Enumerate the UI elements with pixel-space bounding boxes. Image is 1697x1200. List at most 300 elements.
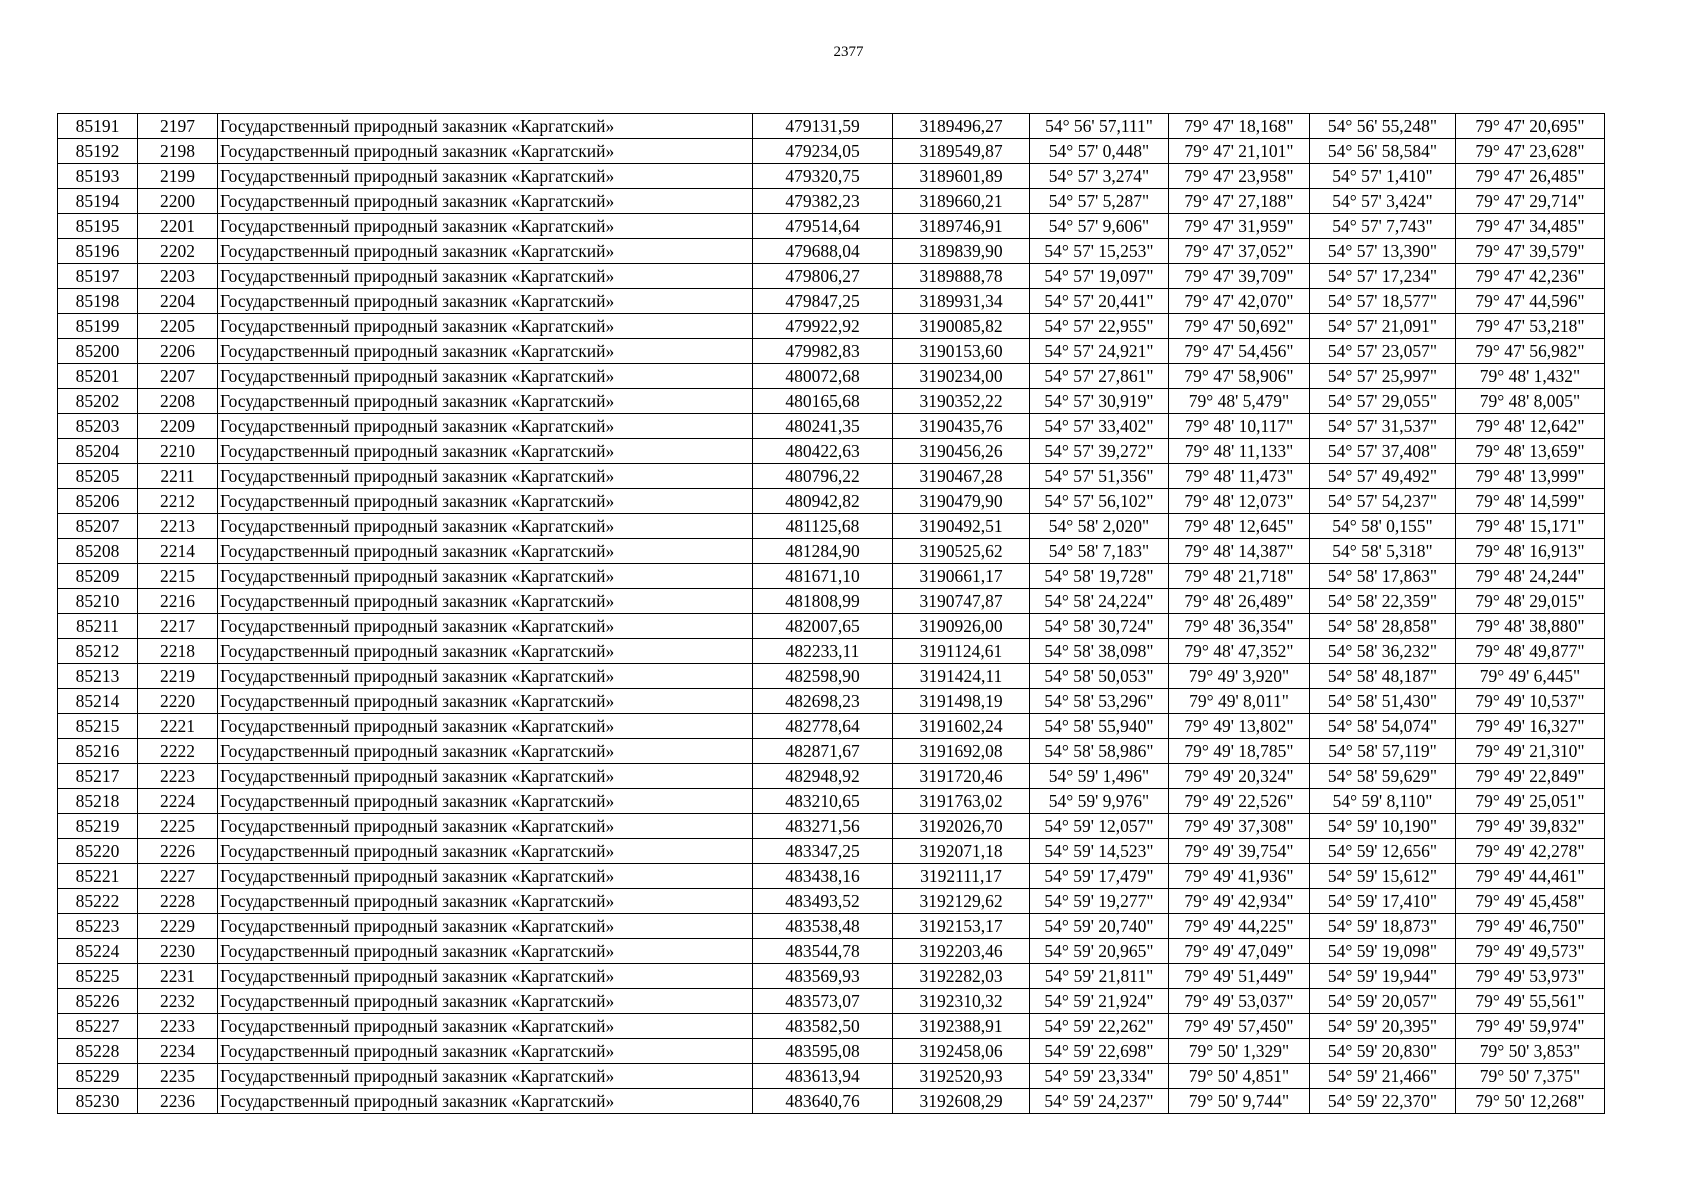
object-name-cell: Государственный природный заказник «Каргатский» <box>218 539 753 564</box>
longitude-2-cell: 79° 49' 59,974" <box>1456 1014 1605 1039</box>
y-coordinate-cell: 3190479,90 <box>893 489 1030 514</box>
table-row <box>58 1089 1605 1114</box>
longitude-2-cell: 79° 49' 16,327" <box>1456 714 1605 739</box>
table-row <box>58 889 1605 914</box>
table-row <box>58 739 1605 764</box>
longitude-2-cell: 79° 48' 1,432" <box>1456 364 1605 389</box>
point-number-cell: 2214 <box>138 539 218 564</box>
longitude-2-cell: 79° 49' 10,537" <box>1456 689 1605 714</box>
longitude-1-cell: 79° 47' 42,070" <box>1169 289 1310 314</box>
point-number-cell: 2217 <box>138 614 218 639</box>
object-name-cell: Государственный природный заказник «Каргатский» <box>218 614 753 639</box>
latitude-1-cell: 54° 57' 20,441" <box>1030 289 1169 314</box>
longitude-2-cell: 79° 49' 55,561" <box>1456 989 1605 1014</box>
point-number-cell: 2222 <box>138 739 218 764</box>
table-row <box>58 989 1605 1014</box>
longitude-2-cell: 79° 50' 3,853" <box>1456 1039 1605 1064</box>
x-coordinate-cell: 483538,48 <box>753 914 893 939</box>
x-coordinate-cell: 479382,23 <box>753 189 893 214</box>
x-coordinate-cell: 483438,16 <box>753 864 893 889</box>
x-coordinate-cell: 480796,22 <box>753 464 893 489</box>
latitude-2-cell: 54° 59' 8,110" <box>1310 789 1456 814</box>
coordinates-table <box>57 113 1605 1114</box>
x-coordinate-cell: 483640,76 <box>753 1089 893 1114</box>
latitude-2-cell: 54° 57' 49,492" <box>1310 464 1456 489</box>
longitude-2-cell: 79° 47' 53,218" <box>1456 314 1605 339</box>
point-number-cell: 2201 <box>138 214 218 239</box>
latitude-1-cell: 54° 58' 7,183" <box>1030 539 1169 564</box>
x-coordinate-cell: 480072,68 <box>753 364 893 389</box>
longitude-1-cell: 79° 48' 11,473" <box>1169 464 1310 489</box>
y-coordinate-cell: 3190153,60 <box>893 339 1030 364</box>
longitude-1-cell: 79° 49' 47,049" <box>1169 939 1310 964</box>
page-number: 2377 <box>833 44 864 60</box>
y-coordinate-cell: 3190085,82 <box>893 314 1030 339</box>
record-number-cell: 85223 <box>58 914 138 939</box>
object-name-cell: Государственный природный заказник «Каргатский» <box>218 864 753 889</box>
record-number-cell: 85206 <box>58 489 138 514</box>
point-number-cell: 2230 <box>138 939 218 964</box>
latitude-2-cell: 54° 58' 28,858" <box>1310 614 1456 639</box>
point-number-cell: 2199 <box>138 164 218 189</box>
record-number-cell: 85194 <box>58 189 138 214</box>
longitude-2-cell: 79° 49' 22,849" <box>1456 764 1605 789</box>
latitude-2-cell: 54° 59' 19,944" <box>1310 964 1456 989</box>
longitude-1-cell: 79° 49' 20,324" <box>1169 764 1310 789</box>
record-number-cell: 85224 <box>58 939 138 964</box>
latitude-1-cell: 54° 58' 24,224" <box>1030 589 1169 614</box>
table-row <box>58 1039 1605 1064</box>
object-name-cell: Государственный природный заказник «Каргатский» <box>218 1089 753 1114</box>
longitude-2-cell: 79° 49' 46,750" <box>1456 914 1605 939</box>
latitude-1-cell: 54° 59' 9,976" <box>1030 789 1169 814</box>
x-coordinate-cell: 479688,04 <box>753 239 893 264</box>
point-number-cell: 2207 <box>138 364 218 389</box>
longitude-2-cell: 79° 48' 29,015" <box>1456 589 1605 614</box>
longitude-1-cell: 79° 47' 39,709" <box>1169 264 1310 289</box>
object-name-cell: Государственный природный заказник «Каргатский» <box>218 239 753 264</box>
latitude-2-cell: 54° 57' 1,410" <box>1310 164 1456 189</box>
y-coordinate-cell: 3191763,02 <box>893 789 1030 814</box>
y-coordinate-cell: 3190492,51 <box>893 514 1030 539</box>
latitude-1-cell: 54° 57' 22,955" <box>1030 314 1169 339</box>
point-number-cell: 2212 <box>138 489 218 514</box>
object-name-cell: Государственный природный заказник «Каргатский» <box>218 339 753 364</box>
longitude-1-cell: 79° 49' 18,785" <box>1169 739 1310 764</box>
table-row <box>58 1064 1605 1089</box>
latitude-1-cell: 54° 58' 55,940" <box>1030 714 1169 739</box>
point-number-cell: 2218 <box>138 639 218 664</box>
latitude-2-cell: 54° 59' 20,830" <box>1310 1039 1456 1064</box>
table-row <box>58 239 1605 264</box>
longitude-2-cell: 79° 47' 56,982" <box>1456 339 1605 364</box>
longitude-1-cell: 79° 47' 21,101" <box>1169 139 1310 164</box>
longitude-1-cell: 79° 48' 12,645" <box>1169 514 1310 539</box>
x-coordinate-cell: 479982,83 <box>753 339 893 364</box>
table-row <box>58 564 1605 589</box>
point-number-cell: 2211 <box>138 464 218 489</box>
x-coordinate-cell: 483595,08 <box>753 1039 893 1064</box>
latitude-2-cell: 54° 57' 3,424" <box>1310 189 1456 214</box>
point-number-cell: 2224 <box>138 789 218 814</box>
x-coordinate-cell: 483210,65 <box>753 789 893 814</box>
y-coordinate-cell: 3190435,76 <box>893 414 1030 439</box>
latitude-2-cell: 54° 58' 48,187" <box>1310 664 1456 689</box>
object-name-cell: Государственный природный заказник «Каргатский» <box>218 139 753 164</box>
table-row <box>58 964 1605 989</box>
point-number-cell: 2229 <box>138 914 218 939</box>
x-coordinate-cell: 483347,25 <box>753 839 893 864</box>
longitude-1-cell: 79° 49' 22,526" <box>1169 789 1310 814</box>
longitude-1-cell: 79° 47' 58,906" <box>1169 364 1310 389</box>
point-number-cell: 2206 <box>138 339 218 364</box>
table-row <box>58 614 1605 639</box>
object-name-cell: Государственный природный заказник «Каргатский» <box>218 514 753 539</box>
y-coordinate-cell: 3192458,06 <box>893 1039 1030 1064</box>
y-coordinate-cell: 3191424,11 <box>893 664 1030 689</box>
object-name-cell: Государственный природный заказник «Каргатский» <box>218 689 753 714</box>
point-number-cell: 2232 <box>138 989 218 1014</box>
object-name-cell: Государственный природный заказник «Каргатский» <box>218 414 753 439</box>
x-coordinate-cell: 481284,90 <box>753 539 893 564</box>
y-coordinate-cell: 3190456,26 <box>893 439 1030 464</box>
y-coordinate-cell: 3192153,17 <box>893 914 1030 939</box>
record-number-cell: 85225 <box>58 964 138 989</box>
table-row <box>58 1014 1605 1039</box>
object-name-cell: Государственный природный заказник «Каргатский» <box>218 764 753 789</box>
longitude-1-cell: 79° 48' 10,117" <box>1169 414 1310 439</box>
latitude-1-cell: 54° 58' 2,020" <box>1030 514 1169 539</box>
point-number-cell: 2216 <box>138 589 218 614</box>
longitude-1-cell: 79° 50' 9,744" <box>1169 1089 1310 1114</box>
longitude-1-cell: 79° 48' 5,479" <box>1169 389 1310 414</box>
record-number-cell: 85229 <box>58 1064 138 1089</box>
x-coordinate-cell: 482233,11 <box>753 639 893 664</box>
y-coordinate-cell: 3191602,24 <box>893 714 1030 739</box>
y-coordinate-cell: 3190926,00 <box>893 614 1030 639</box>
x-coordinate-cell: 483573,07 <box>753 989 893 1014</box>
object-name-cell: Государственный природный заказник «Каргатский» <box>218 739 753 764</box>
y-coordinate-cell: 3191692,08 <box>893 739 1030 764</box>
latitude-2-cell: 54° 57' 17,234" <box>1310 264 1456 289</box>
longitude-1-cell: 79° 47' 27,188" <box>1169 189 1310 214</box>
longitude-2-cell: 79° 48' 14,599" <box>1456 489 1605 514</box>
longitude-1-cell: 79° 48' 11,133" <box>1169 439 1310 464</box>
y-coordinate-cell: 3189839,90 <box>893 239 1030 264</box>
longitude-1-cell: 79° 47' 23,958" <box>1169 164 1310 189</box>
longitude-2-cell: 79° 49' 21,310" <box>1456 739 1605 764</box>
x-coordinate-cell: 479922,92 <box>753 314 893 339</box>
record-number-cell: 85200 <box>58 339 138 364</box>
latitude-2-cell: 54° 57' 54,237" <box>1310 489 1456 514</box>
longitude-1-cell: 79° 47' 50,692" <box>1169 314 1310 339</box>
latitude-2-cell: 54° 57' 23,057" <box>1310 339 1456 364</box>
x-coordinate-cell: 482698,23 <box>753 689 893 714</box>
table-row <box>58 339 1605 364</box>
longitude-1-cell: 79° 49' 44,225" <box>1169 914 1310 939</box>
latitude-1-cell: 54° 58' 50,053" <box>1030 664 1169 689</box>
latitude-1-cell: 54° 59' 14,523" <box>1030 839 1169 864</box>
object-name-cell: Государственный природный заказник «Каргатский» <box>218 964 753 989</box>
record-number-cell: 85192 <box>58 139 138 164</box>
latitude-1-cell: 54° 59' 1,496" <box>1030 764 1169 789</box>
object-name-cell: Государственный природный заказник «Каргатский» <box>218 589 753 614</box>
longitude-1-cell: 79° 49' 37,308" <box>1169 814 1310 839</box>
latitude-1-cell: 54° 57' 19,097" <box>1030 264 1169 289</box>
x-coordinate-cell: 483544,78 <box>753 939 893 964</box>
x-coordinate-cell: 479514,64 <box>753 214 893 239</box>
point-number-cell: 2215 <box>138 564 218 589</box>
latitude-2-cell: 54° 59' 15,612" <box>1310 864 1456 889</box>
table-body <box>58 114 1605 1114</box>
record-number-cell: 85230 <box>58 1089 138 1114</box>
point-number-cell: 2208 <box>138 389 218 414</box>
record-number-cell: 85217 <box>58 764 138 789</box>
point-number-cell: 2205 <box>138 314 218 339</box>
table-row <box>58 839 1605 864</box>
longitude-1-cell: 79° 49' 42,934" <box>1169 889 1310 914</box>
table-row <box>58 289 1605 314</box>
longitude-1-cell: 79° 49' 3,920" <box>1169 664 1310 689</box>
point-number-cell: 2228 <box>138 889 218 914</box>
latitude-1-cell: 54° 57' 51,356" <box>1030 464 1169 489</box>
x-coordinate-cell: 482778,64 <box>753 714 893 739</box>
latitude-2-cell: 54° 57' 18,577" <box>1310 289 1456 314</box>
object-name-cell: Государственный природный заказник «Каргатский» <box>218 639 753 664</box>
longitude-2-cell: 79° 49' 6,445" <box>1456 664 1605 689</box>
x-coordinate-cell: 483569,93 <box>753 964 893 989</box>
longitude-1-cell: 79° 48' 47,352" <box>1169 639 1310 664</box>
point-number-cell: 2225 <box>138 814 218 839</box>
table-row <box>58 664 1605 689</box>
longitude-2-cell: 79° 49' 44,461" <box>1456 864 1605 889</box>
latitude-2-cell: 54° 57' 37,408" <box>1310 439 1456 464</box>
latitude-1-cell: 54° 59' 22,262" <box>1030 1014 1169 1039</box>
table-row <box>58 164 1605 189</box>
latitude-2-cell: 54° 57' 21,091" <box>1310 314 1456 339</box>
latitude-2-cell: 54° 58' 17,863" <box>1310 564 1456 589</box>
y-coordinate-cell: 3192111,17 <box>893 864 1030 889</box>
longitude-1-cell: 79° 47' 31,959" <box>1169 214 1310 239</box>
longitude-1-cell: 79° 49' 51,449" <box>1169 964 1310 989</box>
table-row <box>58 764 1605 789</box>
record-number-cell: 85227 <box>58 1014 138 1039</box>
longitude-2-cell: 79° 49' 39,832" <box>1456 814 1605 839</box>
x-coordinate-cell: 482598,90 <box>753 664 893 689</box>
latitude-1-cell: 54° 58' 38,098" <box>1030 639 1169 664</box>
record-number-cell: 85211 <box>58 614 138 639</box>
longitude-2-cell: 79° 50' 7,375" <box>1456 1064 1605 1089</box>
point-number-cell: 2226 <box>138 839 218 864</box>
longitude-2-cell: 79° 48' 24,244" <box>1456 564 1605 589</box>
table-row <box>58 814 1605 839</box>
table-row <box>58 714 1605 739</box>
latitude-1-cell: 54° 58' 53,296" <box>1030 689 1169 714</box>
object-name-cell: Государственный природный заказник «Каргатский» <box>218 989 753 1014</box>
longitude-2-cell: 79° 50' 12,268" <box>1456 1089 1605 1114</box>
x-coordinate-cell: 483493,52 <box>753 889 893 914</box>
y-coordinate-cell: 3192282,03 <box>893 964 1030 989</box>
latitude-2-cell: 54° 59' 10,190" <box>1310 814 1456 839</box>
record-number-cell: 85208 <box>58 539 138 564</box>
longitude-2-cell: 79° 47' 39,579" <box>1456 239 1605 264</box>
latitude-2-cell: 54° 58' 57,119" <box>1310 739 1456 764</box>
record-number-cell: 85205 <box>58 464 138 489</box>
record-number-cell: 85196 <box>58 239 138 264</box>
table-row <box>58 414 1605 439</box>
object-name-cell: Государственный природный заказник «Каргатский» <box>218 164 753 189</box>
table-row <box>58 439 1605 464</box>
object-name-cell: Государственный природный заказник «Каргатский» <box>218 664 753 689</box>
table-row <box>58 114 1605 139</box>
x-coordinate-cell: 481671,10 <box>753 564 893 589</box>
latitude-2-cell: 54° 59' 20,395" <box>1310 1014 1456 1039</box>
point-number-cell: 2202 <box>138 239 218 264</box>
longitude-2-cell: 79° 48' 13,999" <box>1456 464 1605 489</box>
record-number-cell: 85197 <box>58 264 138 289</box>
record-number-cell: 85209 <box>58 564 138 589</box>
y-coordinate-cell: 3192129,62 <box>893 889 1030 914</box>
table-row <box>58 389 1605 414</box>
longitude-1-cell: 79° 47' 18,168" <box>1169 114 1310 139</box>
object-name-cell: Государственный природный заказник «Каргатский» <box>218 189 753 214</box>
latitude-2-cell: 54° 59' 21,466" <box>1310 1064 1456 1089</box>
table-row <box>58 489 1605 514</box>
table-row <box>58 464 1605 489</box>
latitude-2-cell: 54° 59' 18,873" <box>1310 914 1456 939</box>
y-coordinate-cell: 3191124,61 <box>893 639 1030 664</box>
object-name-cell: Государственный природный заказник «Каргатский» <box>218 389 753 414</box>
record-number-cell: 85216 <box>58 739 138 764</box>
latitude-2-cell: 54° 58' 5,318" <box>1310 539 1456 564</box>
latitude-2-cell: 54° 56' 58,584" <box>1310 139 1456 164</box>
longitude-1-cell: 79° 49' 39,754" <box>1169 839 1310 864</box>
record-number-cell: 85215 <box>58 714 138 739</box>
x-coordinate-cell: 481125,68 <box>753 514 893 539</box>
latitude-1-cell: 54° 59' 23,334" <box>1030 1064 1169 1089</box>
y-coordinate-cell: 3190467,28 <box>893 464 1030 489</box>
point-number-cell: 2209 <box>138 414 218 439</box>
y-coordinate-cell: 3189746,91 <box>893 214 1030 239</box>
latitude-1-cell: 54° 59' 20,740" <box>1030 914 1169 939</box>
point-number-cell: 2220 <box>138 689 218 714</box>
latitude-1-cell: 54° 57' 56,102" <box>1030 489 1169 514</box>
record-number-cell: 85207 <box>58 514 138 539</box>
y-coordinate-cell: 3190747,87 <box>893 589 1030 614</box>
latitude-1-cell: 54° 59' 17,479" <box>1030 864 1169 889</box>
table-row <box>58 189 1605 214</box>
latitude-2-cell: 54° 58' 54,074" <box>1310 714 1456 739</box>
point-number-cell: 2236 <box>138 1089 218 1114</box>
longitude-2-cell: 79° 47' 29,714" <box>1456 189 1605 214</box>
longitude-1-cell: 79° 47' 37,052" <box>1169 239 1310 264</box>
latitude-1-cell: 54° 59' 19,277" <box>1030 889 1169 914</box>
object-name-cell: Государственный природный заказник «Каргатский» <box>218 114 753 139</box>
x-coordinate-cell: 480241,35 <box>753 414 893 439</box>
object-name-cell: Государственный природный заказник «Каргатский» <box>218 564 753 589</box>
table-row <box>58 589 1605 614</box>
point-number-cell: 2221 <box>138 714 218 739</box>
record-number-cell: 85222 <box>58 889 138 914</box>
object-name-cell: Государственный природный заказник «Каргатский» <box>218 839 753 864</box>
table-row <box>58 789 1605 814</box>
object-name-cell: Государственный природный заказник «Каргатский» <box>218 1014 753 1039</box>
point-number-cell: 2219 <box>138 664 218 689</box>
x-coordinate-cell: 480422,63 <box>753 439 893 464</box>
longitude-1-cell: 79° 49' 57,450" <box>1169 1014 1310 1039</box>
table-row <box>58 689 1605 714</box>
point-number-cell: 2198 <box>138 139 218 164</box>
record-number-cell: 85218 <box>58 789 138 814</box>
record-number-cell: 85191 <box>58 114 138 139</box>
object-name-cell: Государственный природный заказник «Каргатский» <box>218 214 753 239</box>
object-name-cell: Государственный природный заказник «Каргатский» <box>218 714 753 739</box>
y-coordinate-cell: 3192608,29 <box>893 1089 1030 1114</box>
longitude-1-cell: 79° 48' 36,354" <box>1169 614 1310 639</box>
point-number-cell: 2223 <box>138 764 218 789</box>
longitude-1-cell: 79° 49' 41,936" <box>1169 864 1310 889</box>
table-row <box>58 539 1605 564</box>
latitude-1-cell: 54° 58' 58,986" <box>1030 739 1169 764</box>
y-coordinate-cell: 3189931,34 <box>893 289 1030 314</box>
x-coordinate-cell: 482948,92 <box>753 764 893 789</box>
longitude-2-cell: 79° 49' 53,973" <box>1456 964 1605 989</box>
longitude-2-cell: 79° 47' 20,695" <box>1456 114 1605 139</box>
latitude-1-cell: 54° 58' 19,728" <box>1030 564 1169 589</box>
x-coordinate-cell: 481808,99 <box>753 589 893 614</box>
longitude-1-cell: 79° 50' 1,329" <box>1169 1039 1310 1064</box>
point-number-cell: 2197 <box>138 114 218 139</box>
table-row <box>58 864 1605 889</box>
y-coordinate-cell: 3190525,62 <box>893 539 1030 564</box>
latitude-1-cell: 54° 57' 39,272" <box>1030 439 1169 464</box>
record-number-cell: 85199 <box>58 314 138 339</box>
y-coordinate-cell: 3192388,91 <box>893 1014 1030 1039</box>
latitude-1-cell: 54° 59' 21,811" <box>1030 964 1169 989</box>
point-number-cell: 2213 <box>138 514 218 539</box>
latitude-2-cell: 54° 57' 13,390" <box>1310 239 1456 264</box>
longitude-2-cell: 79° 47' 34,485" <box>1456 214 1605 239</box>
table-row <box>58 139 1605 164</box>
record-number-cell: 85228 <box>58 1039 138 1064</box>
latitude-2-cell: 54° 57' 7,743" <box>1310 214 1456 239</box>
point-number-cell: 2210 <box>138 439 218 464</box>
point-number-cell: 2200 <box>138 189 218 214</box>
latitude-2-cell: 54° 59' 22,370" <box>1310 1089 1456 1114</box>
point-number-cell: 2231 <box>138 964 218 989</box>
x-coordinate-cell: 479131,59 <box>753 114 893 139</box>
object-name-cell: Государственный природный заказник «Каргатский» <box>218 789 753 814</box>
y-coordinate-cell: 3192203,46 <box>893 939 1030 964</box>
longitude-1-cell: 79° 48' 14,387" <box>1169 539 1310 564</box>
latitude-2-cell: 54° 59' 12,656" <box>1310 839 1456 864</box>
latitude-1-cell: 54° 57' 0,448" <box>1030 139 1169 164</box>
latitude-1-cell: 54° 59' 24,237" <box>1030 1089 1169 1114</box>
latitude-1-cell: 54° 57' 5,287" <box>1030 189 1169 214</box>
latitude-1-cell: 54° 56' 57,111" <box>1030 114 1169 139</box>
latitude-2-cell: 54° 57' 29,055" <box>1310 389 1456 414</box>
record-number-cell: 85220 <box>58 839 138 864</box>
object-name-cell: Государственный природный заказник «Каргатский» <box>218 1039 753 1064</box>
record-number-cell: 85213 <box>58 664 138 689</box>
longitude-2-cell: 79° 48' 13,659" <box>1456 439 1605 464</box>
object-name-cell: Государственный природный заказник «Каргатский» <box>218 939 753 964</box>
record-number-cell: 85219 <box>58 814 138 839</box>
latitude-2-cell: 54° 58' 51,430" <box>1310 689 1456 714</box>
y-coordinate-cell: 3192310,32 <box>893 989 1030 1014</box>
y-coordinate-cell: 3191498,19 <box>893 689 1030 714</box>
longitude-2-cell: 79° 47' 42,236" <box>1456 264 1605 289</box>
